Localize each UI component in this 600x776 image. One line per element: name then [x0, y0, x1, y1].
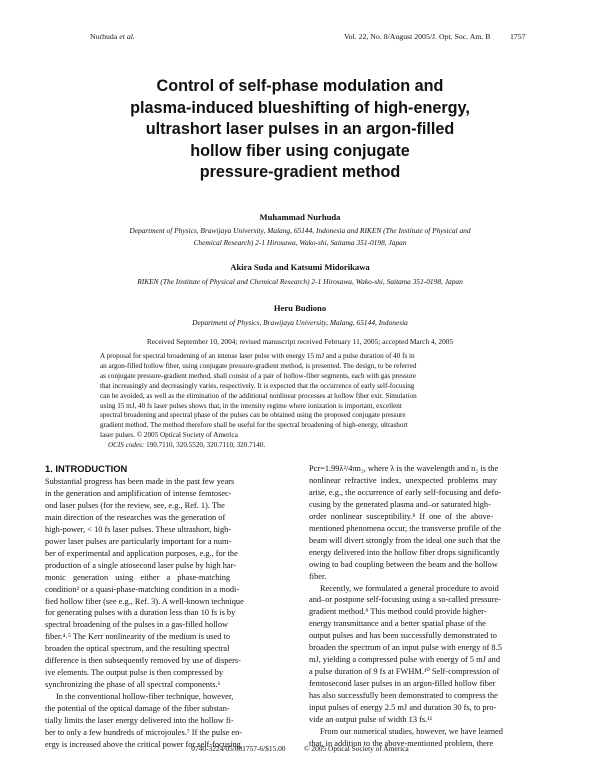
abstract-line: laser pulses. © 2005 Optical Society of America [100, 431, 238, 440]
body-line: ond laser pulses (for the review, see, e.g., Ref. 1). The [45, 500, 225, 510]
running-header-journal: Vol. 22, No. 8/August 2005/J. Opt. Soc. Am. B 1757 [344, 32, 526, 41]
title-line: ultrashort laser pulses in an argon-filled [145, 120, 455, 139]
body-line: for generating pulses with a duration less than 10 fs is by [45, 608, 236, 618]
title-line: hollow fiber using conjugate [190, 141, 410, 160]
footer-copyright: 0740-3224/05/081757-6/$15.00 © 2005 Optical Society of America [191, 744, 409, 753]
abstract-line: that increasingly and decreasingly varies, respectively. It is expected that the occurrence of early self-focusing [100, 381, 415, 390]
body-line: power laser pulses are particularly important for a num- [45, 536, 232, 546]
abstract-line: gradient method. The method therefore shall be useful for the spectral broadening of high-energy, ultrashort [100, 421, 408, 430]
body-line: Pcr=1.99λ²/4πn₂, where λ is the wavelength and n₂ is the [309, 464, 499, 473]
body-line: vide an output pulse of width 13 fs.¹¹ [309, 715, 433, 725]
abstract-line: A proposal for spectral broadening of an intense laser pulse with energy 15 mJ and a pulse duration of 40 fs in [100, 352, 415, 360]
ocis-codes: OCIS codes: 190.7110, 320.5520, 320.7110, 320.7140. [108, 441, 266, 450]
body-line: output pulses and has been successfully demonstrated to [309, 631, 497, 641]
body-line: in the generation and amplification of intense femtosec- [45, 488, 232, 498]
abstract-line: as conjugate pressure-gradient method, shall consist of a pair of hollow-fiber segments, each with gas pressure [100, 371, 416, 380]
body-line: fied hollow fiber (see e.g., Ref. 3). A well-known technique [45, 596, 244, 606]
body-line: femtosecond laser pulses in an argon-filled hollow fiber [309, 679, 496, 689]
body-line: broaden the spectrum of an input pulse with energy of 8.5 [309, 643, 502, 653]
title-line: Control of self-phase modulation and [156, 77, 444, 95]
body-line: condition² or a quasi-phase-matching condition in a modi- [45, 584, 240, 594]
author-name: Heru Budiono [273, 303, 327, 313]
body-line: that, in addition to the above-mentioned problem, there [309, 738, 494, 748]
body-line: a pulse duration of 9 fs at FWHM.¹⁰ Self-compression of [309, 667, 500, 677]
body-line: spectral broadening of the pulses in a gas-filled hollow [45, 620, 229, 630]
body-line: Substantial progress has been made in the past few years [45, 477, 235, 486]
body-line: and–or postpone self-focusing using a so-called pressure- [309, 595, 501, 605]
abstract-line: using 15 mJ, 40 fs laser pulses shows that, in the intensity regime where ionization is important, excellent [100, 401, 402, 410]
body-line: mJ, yielding a compressed pulse with energy of 5 mJ and [309, 655, 501, 665]
body-line: In the conventional hollow-fiber technique, however, [56, 692, 234, 702]
body-line: ber of experimental and application purposes, e.g., for the [45, 548, 238, 558]
body-line: energy delivered into the hollow fiber drops significantly [309, 547, 500, 557]
abstract-line: can be avoided, as well as the elimination of the additional nonlinear processes at hollow fiber exit. Simulation [100, 391, 417, 400]
body-line: Recently, we formulated a general procedure to avoid [320, 583, 499, 593]
right-column [309, 463, 561, 750]
section-heading: 1. INTRODUCTION [45, 463, 128, 474]
body-line: main direction of the researches was the generation of [45, 512, 226, 522]
body-line: production of a single attosecond laser pulse by high har- [45, 560, 236, 570]
body-line: energy transmittance and a better spatial phase of the [309, 619, 486, 629]
author-name: Akira Suda and Katsumi Midorikawa [230, 262, 370, 272]
page-number: 1757 [510, 32, 526, 41]
body-line: ergy is increased above the critical power for self-focusing [45, 739, 241, 749]
body-line: synchronizing the phase of all spectral components.⁶ [45, 680, 221, 690]
body-line: broaden the optical spectrum, and the resulting spectral [45, 644, 230, 654]
abstract [100, 352, 506, 451]
title-line: pressure-gradient method [199, 163, 401, 182]
received-dates: Received September 10, 2004; revised manuscript received February 11, 2005; accepted March 4, 2005 [146, 337, 454, 346]
body-line: order nonlinear susceptibility.⁸ If one of the above- [309, 511, 494, 521]
body-line: fiber.⁴˒⁵ The Kerr nonlinearity of the medium is used to [45, 632, 231, 642]
author-name: Muhammad Nurhuda [259, 212, 341, 222]
body-line: gradient method.⁹ This method could provide higher- [309, 607, 487, 617]
body-line: high-power, < 10 fs laser pulses. These ultrashort, high- [45, 524, 232, 534]
body-line: ive elements. The output pulse is then compressed by [45, 668, 224, 678]
left-column [45, 463, 297, 751]
body-line: arise, e.g., the occurrence of early self-focusing and defo- [309, 487, 502, 497]
body-line: beam will divert strongly from the ideal one such that the [309, 535, 501, 545]
body-line: monic generation using either a phase-matching [45, 572, 231, 582]
body-line: owing to bad coupling between the beam and the hollow [309, 559, 498, 569]
body-line: nonlinear refractive index, unexpected problems may [309, 475, 497, 485]
paper-title [100, 76, 500, 184]
author-affiliation: Department of Physics, Brawijaya University, Malang, 65144, Indonesia and RIKEN (The Institute of Physical and Chemical Research) 2-1 Hirosawa, Wako-shi, Saitama 351-0198, Japan [129, 226, 471, 247]
author-affiliation: RIKEN (The Institute of Physical and Chemical Research) 2-1 Hirosawa, Wako-shi, Saitama 351-0198, Japan [137, 277, 463, 286]
title-line: plasma-induced blueshifting of high-energy, [130, 98, 470, 117]
body-line: input pulses of energy 2.5 mJ and duration 30 fs, to pro- [309, 703, 497, 713]
body-line: tially limits the laser energy delivered into the hollow fi- [45, 716, 234, 726]
body-line: the potential of the optical damage of the fiber substan- [45, 704, 230, 714]
abstract-line: an argon-filled hollow fiber, using conjugate pressure-gradient method, is presented. The design, to be referred [100, 361, 417, 370]
body-line: fiber. [309, 571, 327, 581]
body-line: difference is then subsequently removed by use of dispers- [45, 656, 241, 666]
author-affiliation: Department of Physics, Brawijaya University, Malang, 65144, Indonesia [192, 318, 408, 327]
running-header-author: Nurhuda et al. [90, 32, 135, 41]
body-line: has also successfully been demonstrated to compress the [309, 691, 498, 701]
body-line: mentioned phenomena occur, the transverse profile of the [309, 523, 501, 533]
abstract-line: spectral broadening and spectral phase of the pulses can be obtained using the proposed conjugate pressure [100, 411, 406, 420]
body-line: From our numerical studies, however, we have learned [320, 726, 503, 736]
body-line: cusing by the generated plasma and–or saturated high- [309, 499, 491, 509]
body-line: ber to only a few hundreds of microjoules.⁷ If the pulse en- [45, 728, 243, 738]
